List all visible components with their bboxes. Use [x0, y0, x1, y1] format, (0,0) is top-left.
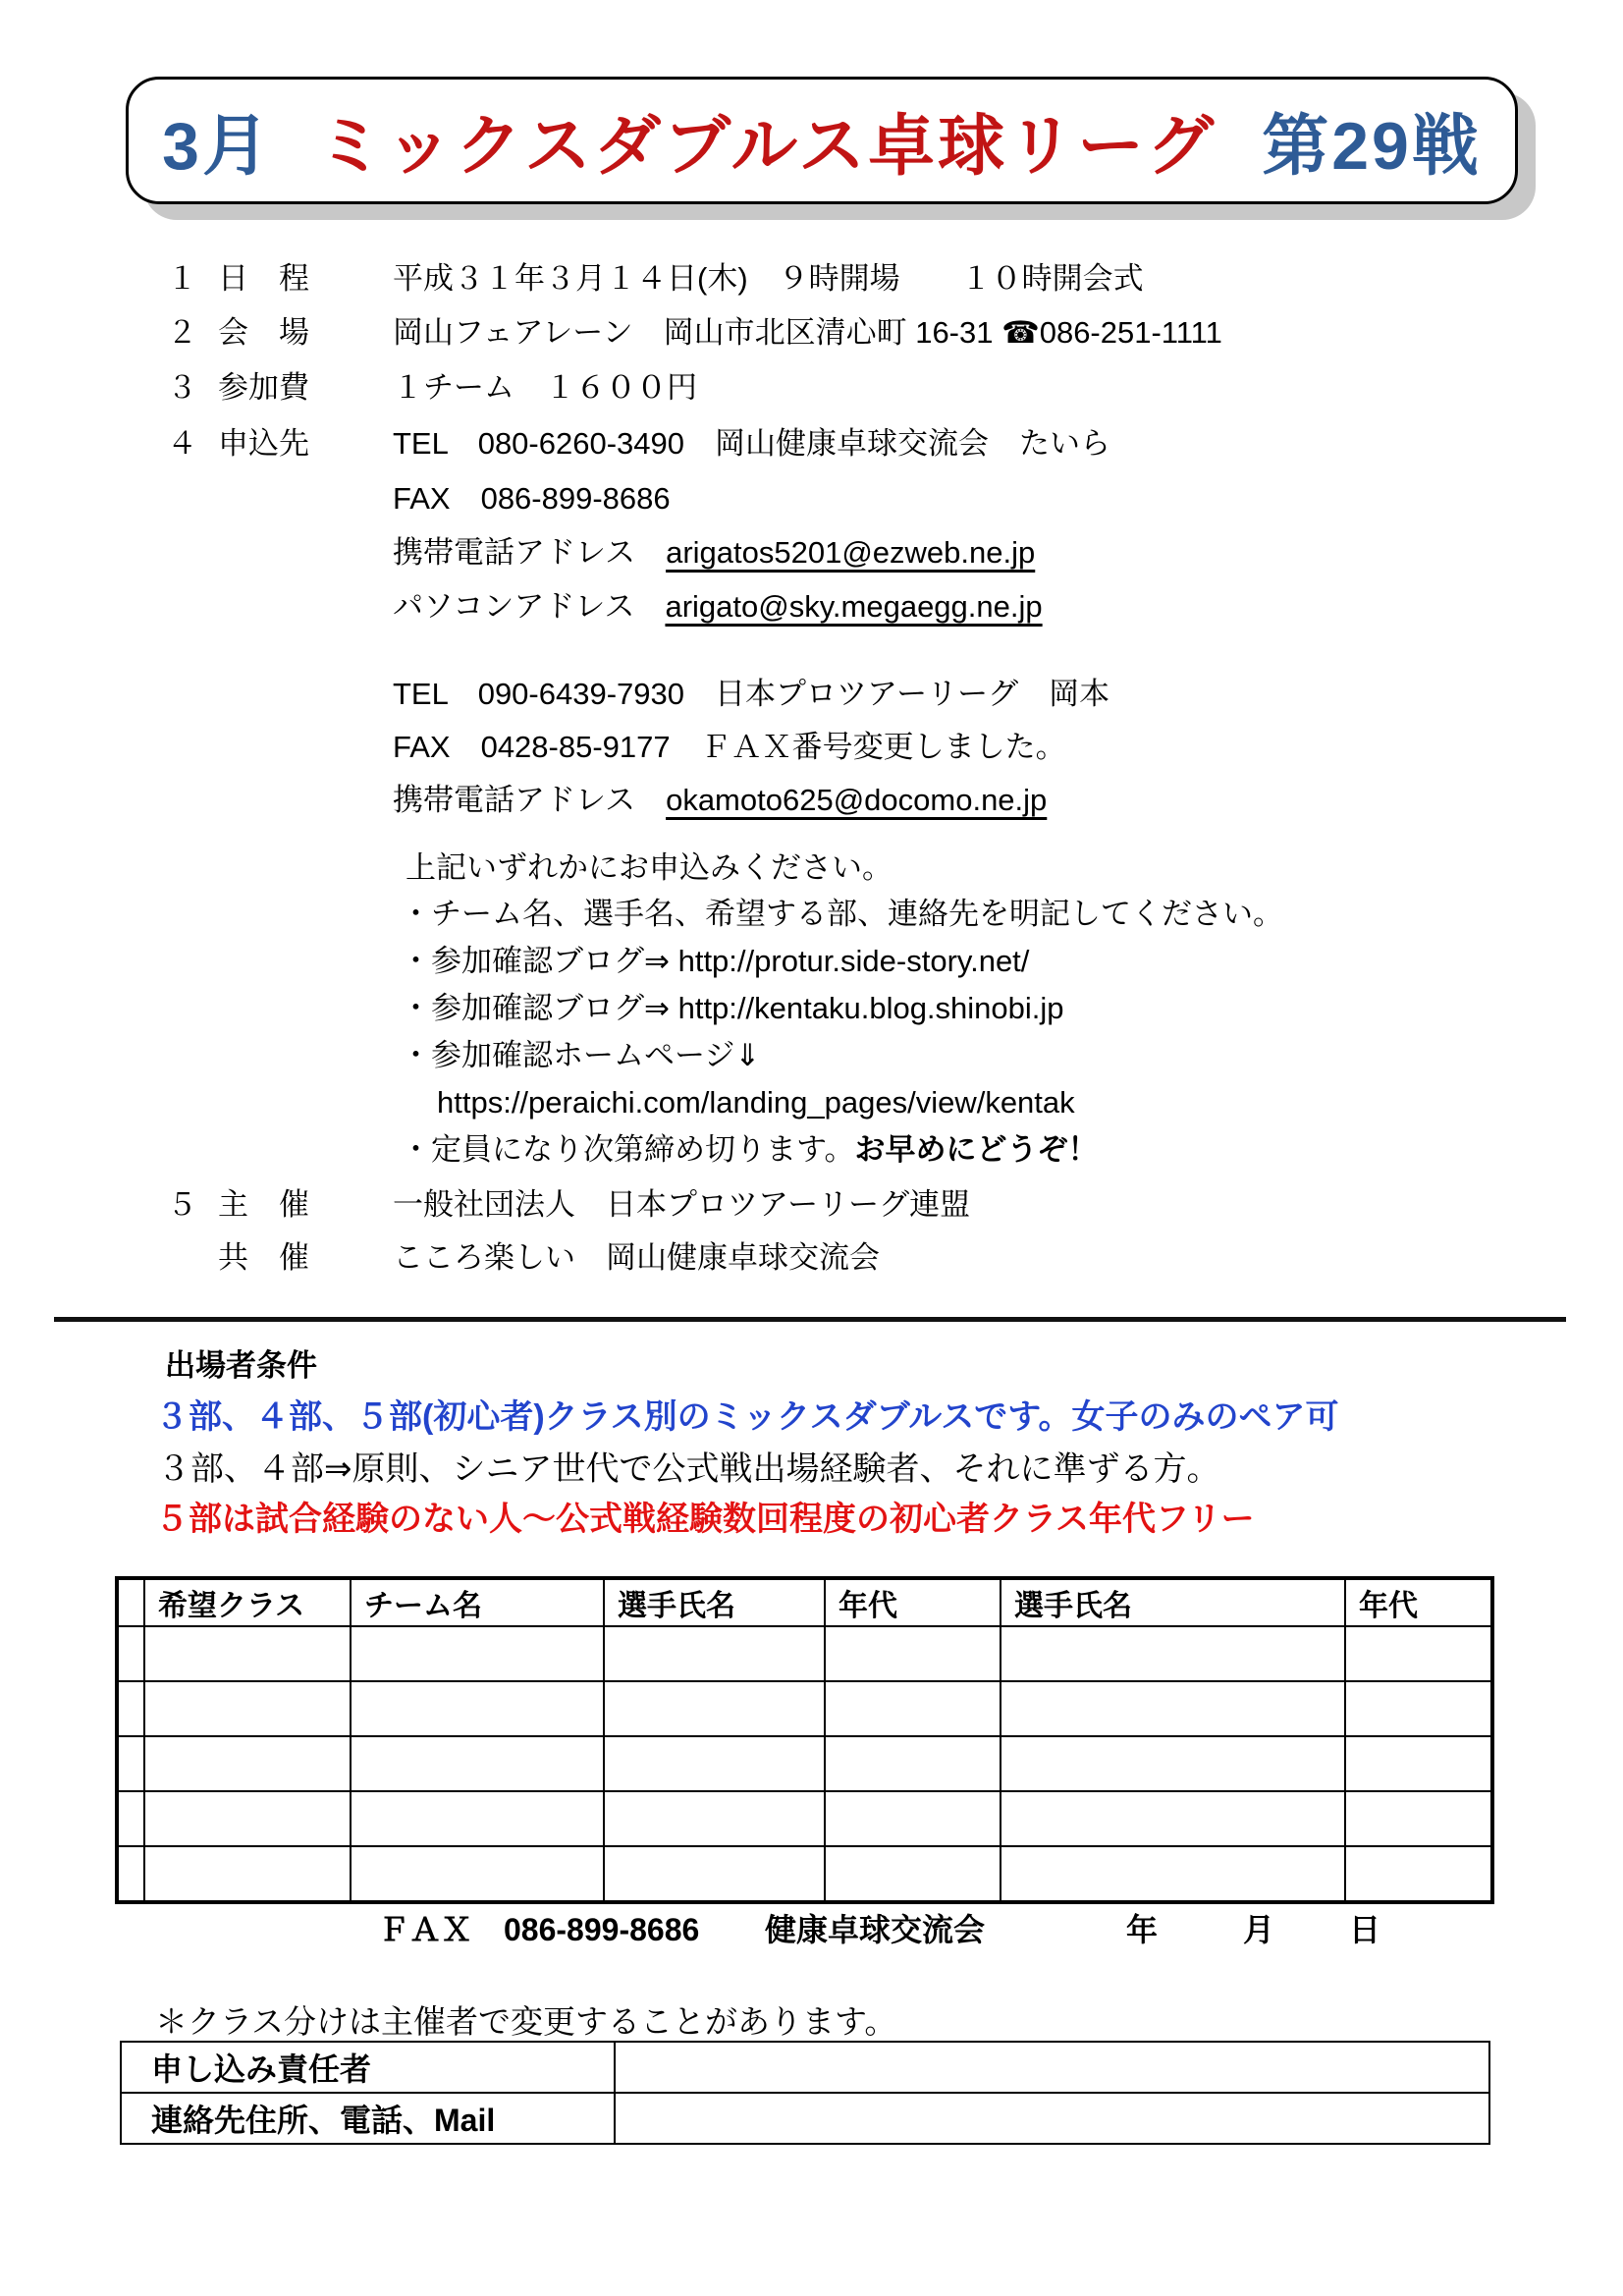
item-label: 会 場	[218, 315, 309, 350]
entry-header-player1: 選手氏名	[604, 1578, 825, 1626]
entry-row	[117, 1681, 1492, 1736]
entry-cell[interactable]	[604, 1791, 825, 1846]
entry-cell[interactable]	[825, 1626, 1001, 1681]
entry-cell[interactable]	[1001, 1681, 1345, 1736]
fax-footer-number: ＦＡＸ 086-899-8686	[378, 1912, 700, 1947]
entry-cell[interactable]	[1345, 1791, 1492, 1846]
conditions-blue-line: ３部、４部、５部(初心者)クラス別のミックスダブルスです。女子のみのペア可	[155, 1398, 1339, 1436]
contact2-tel: TEL 090-6439-7930 日本プロツアーリーグ 岡本	[393, 677, 1110, 711]
blog-label: ・参加確認ブログ⇒	[401, 991, 678, 1025]
entry-cell[interactable]	[1345, 1681, 1492, 1736]
entry-cell[interactable]	[604, 1626, 825, 1681]
entry-cell[interactable]	[825, 1791, 1001, 1846]
entry-header-blank	[117, 1578, 144, 1626]
entry-cell[interactable]	[604, 1681, 825, 1736]
contact-form-table	[120, 2041, 1490, 2145]
conditions-red-line: ５部は試合経験のない人～公式戦経験数回程度の初心者クラス年代フリー	[155, 1501, 1255, 1538]
entry-header-team: チーム名	[351, 1578, 604, 1626]
email-link-pc[interactable]: arigato@sky.megaegg.ne.jp	[665, 589, 1043, 624]
co-organizer-row	[167, 1239, 880, 1277]
entry-cell[interactable]	[1345, 1736, 1492, 1791]
entry-cell[interactable]	[1345, 1846, 1492, 1902]
date-year-label: 年	[1126, 1912, 1159, 1947]
bullet-blog-2	[401, 990, 1064, 1027]
entry-header-age2: 年代	[1345, 1578, 1492, 1626]
entry-header-row	[117, 1578, 1492, 1626]
entry-row	[117, 1846, 1492, 1902]
item-content: 岡山フェアレーン 岡山市北区清心町 16-31 ☎086-251-1111	[393, 315, 1222, 350]
entry-cell[interactable]	[144, 1791, 351, 1846]
item-label: 申込先	[218, 426, 309, 461]
banner-month: 3月	[162, 108, 272, 184]
organizer-row	[167, 1186, 970, 1224]
email-link-mobile-2[interactable]: okamoto625@docomo.ne.jp	[666, 783, 1048, 817]
form-value-cell[interactable]	[615, 2093, 1489, 2144]
entry-cell[interactable]	[351, 1626, 604, 1681]
entry-cell[interactable]	[1001, 1846, 1345, 1902]
blog-url-1[interactable]: http://protur.side-story.net/	[677, 944, 1030, 978]
conditions-black-line: ３部、４部⇒原則、シニア世代で公式戦出場経験者、それに準ずる方。	[157, 1450, 1220, 1488]
entry-header-class: 希望クラス	[144, 1578, 351, 1626]
entry-cell[interactable]	[144, 1736, 351, 1791]
contact2-mobile	[393, 782, 1047, 819]
entry-cell[interactable]	[1345, 1626, 1492, 1681]
entry-cell[interactable]	[117, 1846, 144, 1902]
entry-row	[117, 1736, 1492, 1791]
entry-header-player2: 選手氏名	[1001, 1578, 1345, 1626]
entry-cell[interactable]	[144, 1846, 351, 1902]
blog-url-2[interactable]: http://kentaku.blog.shinobi.jp	[677, 991, 1064, 1025]
date-day-label: 日	[1349, 1912, 1381, 1947]
item-content: １チーム １６００円	[393, 370, 697, 405]
entry-cell[interactable]	[144, 1626, 351, 1681]
entry-cell[interactable]	[1001, 1736, 1345, 1791]
apply-intro: 上記いずれかにお申込みください。	[406, 850, 893, 885]
fax-footer-org: 健康卓球交流会	[765, 1912, 986, 1947]
info-row-schedule	[167, 260, 1144, 298]
entry-cell[interactable]	[825, 1846, 1001, 1902]
item-content: 一般社団法人 日本プロツアーリーグ連盟	[393, 1187, 971, 1222]
form-label-responsible: 申し込み責任者	[121, 2042, 615, 2093]
entry-cell[interactable]	[351, 1846, 604, 1902]
bullet-deadline	[401, 1131, 1099, 1169]
contact1-fax: FAX 086-899-8686	[393, 481, 671, 516]
entry-cell[interactable]	[117, 1681, 144, 1736]
item-label: 日 程	[218, 261, 309, 296]
section-divider	[54, 1317, 1566, 1322]
item-label: 参加費	[218, 370, 309, 405]
class-change-note: ＊クラス分けは主催者で変更することがあります。	[155, 2003, 897, 2040]
blog-label: ・参加確認ブログ⇒	[401, 944, 678, 978]
entry-cell[interactable]	[825, 1736, 1001, 1791]
bullet-blog-1	[401, 943, 1029, 980]
info-row-apply	[167, 425, 1110, 463]
date-month-label: 月	[1243, 1912, 1275, 1947]
entry-cell[interactable]	[604, 1846, 825, 1902]
form-label-contact: 連絡先住所、電話、Mail	[121, 2093, 615, 2144]
item-number: ５	[167, 1187, 197, 1222]
item-content: TEL 080-6260-3490 岡山健康卓球交流会 たいら	[393, 426, 1110, 461]
item-content: 平成３１年３月１４日(木) ９時開場 １０時開会式	[393, 261, 1144, 296]
form-row-contact	[121, 2093, 1489, 2144]
contact1-pc	[393, 588, 1043, 626]
entry-cell[interactable]	[117, 1791, 144, 1846]
homepage-url[interactable]: https://peraichi.com/landing_pages/view/kentak	[437, 1085, 1075, 1120]
entry-cell[interactable]	[117, 1626, 144, 1681]
item-number: ２	[167, 315, 197, 350]
banner-title: ミックスダブルス卓球リーグ	[316, 108, 1217, 184]
form-row-responsible	[121, 2042, 1489, 2093]
entry-row	[117, 1791, 1492, 1846]
pc-address-label: パソコンアドレス	[393, 589, 666, 624]
form-value-cell[interactable]	[615, 2042, 1489, 2093]
entry-cell[interactable]	[351, 1681, 604, 1736]
item-label: 共 催	[218, 1240, 309, 1275]
item-label: 主 催	[218, 1187, 309, 1222]
title-banner	[126, 77, 1518, 204]
deadline-emphasis: お早めにどうぞ！	[854, 1132, 1099, 1167]
entry-row	[117, 1626, 1492, 1681]
item-number: ４	[167, 426, 197, 461]
entry-header-age1: 年代	[825, 1578, 1001, 1626]
entry-cell[interactable]	[144, 1681, 351, 1736]
entry-cell[interactable]	[351, 1791, 604, 1846]
mobile-address-label: 携帯電話アドレス	[393, 783, 667, 817]
email-link-mobile-1[interactable]: arigatos5201@ezweb.ne.jp	[666, 535, 1036, 570]
entry-cell[interactable]	[351, 1736, 604, 1791]
banner-round: 第29戦	[1262, 108, 1482, 184]
bullet-team-info: ・チーム名、選手名、希望する部、連絡先を明記してください。	[401, 897, 1283, 931]
item-content: こころ楽しい 岡山健康卓球交流会	[393, 1240, 880, 1275]
info-row-fee	[167, 369, 697, 407]
conditions-heading: 出場者条件	[165, 1348, 317, 1383]
entry-table	[115, 1576, 1494, 1904]
contact2-fax: FAX 0428-85-9177 ＦＡＸ番号変更しました。	[393, 730, 1066, 764]
entry-cell[interactable]	[1001, 1626, 1345, 1681]
entry-cell[interactable]	[604, 1736, 825, 1791]
entry-cell[interactable]	[825, 1681, 1001, 1736]
entry-cell[interactable]	[117, 1736, 144, 1791]
contact1-mobile	[393, 534, 1035, 572]
mobile-address-label: 携帯電話アドレス	[393, 535, 667, 570]
bullet-homepage: ・参加確認ホームページ⇓	[401, 1038, 761, 1072]
deadline-text: ・定員になり次第締め切ります。	[401, 1132, 855, 1167]
entry-cell[interactable]	[1001, 1791, 1345, 1846]
info-row-venue	[167, 314, 1222, 352]
item-number: ３	[167, 370, 197, 405]
item-number: １	[167, 261, 197, 296]
